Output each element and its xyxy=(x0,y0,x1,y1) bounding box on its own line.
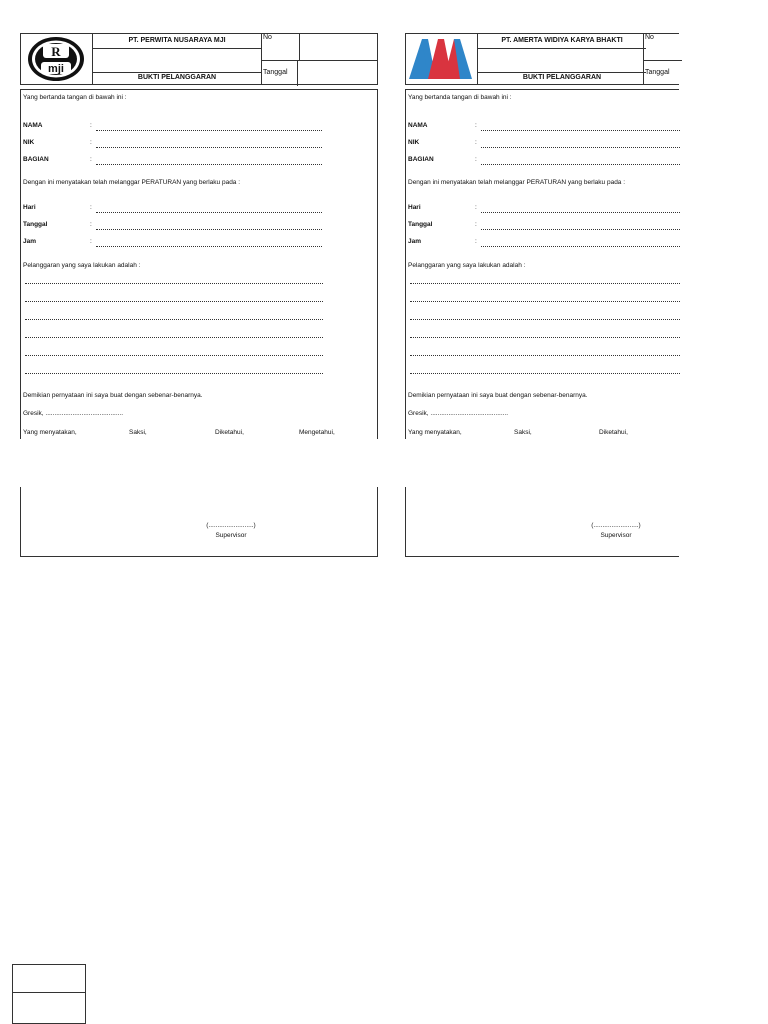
company-logo-cell xyxy=(406,34,478,84)
supervisor-label: Supervisor xyxy=(215,532,247,539)
violation-line[interactable] xyxy=(410,301,680,302)
nama-input-line[interactable] xyxy=(481,130,680,131)
place-date: Gresik, ........................................... xyxy=(23,410,124,417)
violation-line[interactable] xyxy=(410,337,680,338)
bagian-input-line[interactable] xyxy=(96,164,322,165)
form-header xyxy=(20,33,378,85)
mji-logo xyxy=(21,34,91,84)
signer-label-stated: Yang menyatakan, xyxy=(23,429,77,436)
field-label-hari: Hari xyxy=(23,204,36,211)
nik-input-line[interactable] xyxy=(481,147,680,148)
violation-intro: Pelanggaran yang saya lakukan adalah : xyxy=(408,262,526,269)
corner-table xyxy=(12,964,86,1024)
closing-statement: Demikian pernyataan ini saya buat dengan sebenar-benarnya. xyxy=(408,392,588,399)
violation-line[interactable] xyxy=(410,319,680,320)
place-date: Gresik, ........................................... xyxy=(408,410,509,417)
violation-line[interactable] xyxy=(25,301,323,302)
declaration-text: Dengan ini menyatakan telah melanggar PERATURAN yang berlaku pada : xyxy=(408,179,626,186)
signature-area-right xyxy=(405,487,679,557)
field-label-tanggal: Tanggal xyxy=(408,221,433,228)
violation-line[interactable] xyxy=(410,355,680,356)
supervisor-label: Supervisor xyxy=(600,532,632,539)
violation-line[interactable] xyxy=(25,283,323,284)
field-label-tanggal: Tanggal xyxy=(23,221,48,228)
document-title: BUKTI PELANGGARAN xyxy=(137,74,217,81)
field-label-nik: NIK xyxy=(23,139,35,146)
bagian-input-line[interactable] xyxy=(481,164,680,165)
intro-text: Yang bertanda tangan di bawah ini : xyxy=(408,94,512,101)
nama-input-line[interactable] xyxy=(96,130,322,131)
field-label-hari: Hari xyxy=(408,204,421,211)
document-title: BUKTI PELANGGARAN xyxy=(522,74,602,81)
signer-label-witness: Saksi, xyxy=(129,429,147,436)
hari-input-line[interactable] xyxy=(481,212,680,213)
header-title-block xyxy=(93,34,261,84)
field-label-jam: Jam xyxy=(408,238,422,245)
jam-input-line[interactable] xyxy=(96,246,322,247)
logo-letter: R xyxy=(51,44,61,59)
supervisor-blank: (.........................) xyxy=(591,522,641,529)
form-body: Yang bertanda tangan di bawah ini : NAMA : NIK : BAGIAN : Dengan ini menyatakan telah melanggar PERATURAN yang berlaku pada : Hari : Tanggal : Jam : Pelanggaran yang saya lakukan adalah : Demikian pernyataan ini saya buat dengan sebenar-benarnya. Gresik, ........................................... Yang menyatakan, Saksi, Diketahui, xyxy=(405,89,679,439)
field-label-bagian: BAGIAN xyxy=(408,156,434,163)
violation-intro: Pelanggaran yang saya lakukan adalah : xyxy=(23,262,141,269)
signer-label-stated: Yang menyatakan, xyxy=(408,429,462,436)
company-name: PT. AMERTA WIDIYA KARYA BHAKTI xyxy=(478,34,646,49)
hari-input-line[interactable] xyxy=(96,212,322,213)
violation-line[interactable] xyxy=(25,319,323,320)
date-label: Tanggal xyxy=(645,69,670,76)
violation-line[interactable] xyxy=(410,283,680,284)
signature-area-left xyxy=(20,487,378,557)
supervisor-blank: (.........................) xyxy=(206,522,256,529)
declaration-text: Dengan ini menyatakan telah melanggar PERATURAN yang berlaku pada : xyxy=(23,179,241,186)
date-value-field[interactable] xyxy=(298,60,377,86)
awkb-logo xyxy=(406,34,476,84)
no-label: No xyxy=(262,34,300,61)
violation-line[interactable] xyxy=(410,373,680,374)
tanggal-input-line[interactable] xyxy=(96,229,322,230)
signer-label-known: Diketahui, xyxy=(215,429,244,436)
field-label-jam: Jam xyxy=(23,238,37,245)
logo-text: mji xyxy=(48,63,64,75)
form-header xyxy=(405,33,679,85)
field-label-nik: NIK xyxy=(408,139,420,146)
form-body: Yang bertanda tangan di bawah ini : NAMA : NIK : BAGIAN : Dengan ini menyatakan telah melanggar PERATURAN yang berlaku pada : Hari : Tanggal : Jam : Pelanggaran yang saya lakukan adalah : Demikian pernyataan ini saya buat dengan sebenar-benarnya. Gresik, ........................................... Yang menyatakan, Saksi, Diketahui, Mengetahui, xyxy=(20,89,378,439)
violation-line[interactable] xyxy=(25,355,323,356)
tanggal-input-line[interactable] xyxy=(481,229,680,230)
signer-label-witness: Saksi, xyxy=(514,429,532,436)
company-logo-cell xyxy=(21,34,93,84)
violation-form-left xyxy=(20,33,378,439)
violation-line[interactable] xyxy=(25,337,323,338)
no-label: No xyxy=(644,34,682,61)
date-label: Tanggal xyxy=(262,60,298,86)
violation-form-right xyxy=(405,33,679,439)
header-title-block xyxy=(478,34,646,84)
signer-label-acknowledged: Mengetahui, xyxy=(299,429,335,436)
field-label-bagian: BAGIAN xyxy=(23,156,49,163)
company-name: PT. PERWITA NUSARAYA MJI xyxy=(93,34,261,49)
field-label-nama: NAMA xyxy=(23,122,43,129)
violation-line[interactable] xyxy=(25,373,323,374)
nik-input-line[interactable] xyxy=(96,147,322,148)
no-value-field[interactable] xyxy=(298,34,377,61)
intro-text: Yang bertanda tangan di bawah ini : xyxy=(23,94,127,101)
table-divider xyxy=(13,992,85,993)
signer-label-known: Diketahui, xyxy=(599,429,628,436)
field-label-nama: NAMA xyxy=(408,122,428,129)
closing-statement: Demikian pernyataan ini saya buat dengan sebenar-benarnya. xyxy=(23,392,203,399)
jam-input-line[interactable] xyxy=(481,246,680,247)
